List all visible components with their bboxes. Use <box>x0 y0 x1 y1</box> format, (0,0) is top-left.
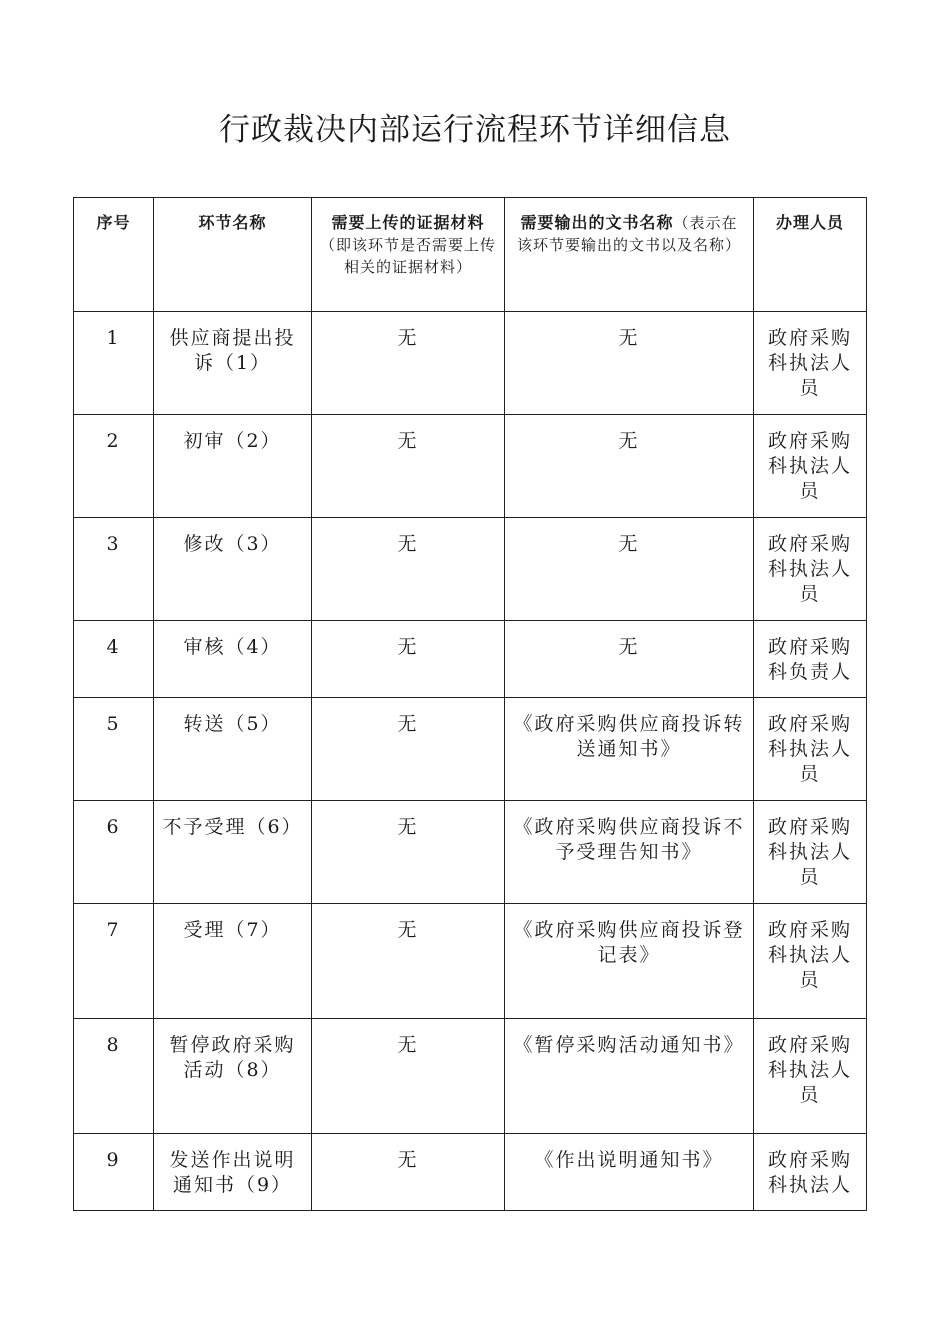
cell-document: 无 <box>505 518 754 621</box>
cell-evidence: 无 <box>312 801 505 904</box>
cell-handler: 政府采购科执法人员 <box>754 518 867 621</box>
cell-evidence: 无 <box>312 312 505 415</box>
cell-document: 《政府采购供应商投诉转送通知书》 <box>505 698 754 801</box>
cell-handler: 政府采购科执法人员 <box>754 698 867 801</box>
cell-step: 初审（2） <box>154 415 312 518</box>
cell-step: 修改（3） <box>154 518 312 621</box>
cell-document: 无 <box>505 415 754 518</box>
cell-seq: 5 <box>74 698 154 801</box>
table-row <box>74 518 867 621</box>
cell-handler: 政府采购科执法人员 <box>754 415 867 518</box>
cell-evidence: 无 <box>312 1134 505 1211</box>
cell-handler: 政府采购科执法人 <box>754 1134 867 1211</box>
cell-step: 不予受理（6） <box>154 801 312 904</box>
cell-handler: 政府采购科负责人 <box>754 621 867 698</box>
table-row <box>74 415 867 518</box>
cell-step: 供应商提出投诉（1） <box>154 312 312 415</box>
table-row <box>74 1134 867 1211</box>
cell-handler: 政府采购科执法人员 <box>754 904 867 1019</box>
header-evidence-note: （即该环节是否需要上传相关的证据材料） <box>320 236 497 276</box>
cell-document: 《暂停采购活动通知书》 <box>505 1019 754 1134</box>
table-row <box>74 698 867 801</box>
table-row <box>74 1019 867 1134</box>
cell-evidence: 无 <box>312 415 505 518</box>
table-row <box>74 621 867 698</box>
cell-seq: 4 <box>74 621 154 698</box>
cell-handler: 政府采购科执法人员 <box>754 312 867 415</box>
cell-document: 《作出说明通知书》 <box>505 1134 754 1211</box>
header-step-name: 环节名称 <box>154 198 312 312</box>
cell-step: 转送（5） <box>154 698 312 801</box>
cell-document: 无 <box>505 621 754 698</box>
table-row <box>74 312 867 415</box>
header-document-note: （表示在该环节要输出的文书以及名称） <box>516 214 741 254</box>
cell-seq: 1 <box>74 312 154 415</box>
cell-step: 发送作出说明通知书（9） <box>154 1134 312 1211</box>
table-row <box>74 904 867 1019</box>
cell-seq: 6 <box>74 801 154 904</box>
cell-evidence: 无 <box>312 621 505 698</box>
cell-seq: 7 <box>74 904 154 1019</box>
cell-step: 审核（4） <box>154 621 312 698</box>
cell-document: 《政府采购供应商投诉不予受理告知书》 <box>505 801 754 904</box>
cell-evidence: 无 <box>312 1019 505 1134</box>
header-seq: 序号 <box>74 198 154 312</box>
cell-seq: 9 <box>74 1134 154 1211</box>
cell-seq: 2 <box>74 415 154 518</box>
cell-handler: 政府采购科执法人员 <box>754 801 867 904</box>
header-document-title: 需要输出的文书名称 <box>520 213 674 232</box>
header-handler: 办理人员 <box>754 198 867 312</box>
table-row <box>74 801 867 904</box>
cell-step: 受理（7） <box>154 904 312 1019</box>
cell-evidence: 无 <box>312 518 505 621</box>
cell-document: 《政府采购供应商投诉登记表》 <box>505 904 754 1019</box>
cell-seq: 8 <box>74 1019 154 1134</box>
cell-evidence: 无 <box>312 904 505 1019</box>
cell-step: 暂停政府采购活动（8） <box>154 1019 312 1134</box>
cell-evidence: 无 <box>312 698 505 801</box>
cell-seq: 3 <box>74 518 154 621</box>
table-header-row <box>74 198 867 312</box>
cell-handler: 政府采购科执法人员 <box>754 1019 867 1134</box>
cell-document: 无 <box>505 312 754 415</box>
header-document <box>505 198 754 312</box>
header-evidence <box>312 198 505 312</box>
header-evidence-title: 需要上传的证据材料 <box>331 213 485 232</box>
page-title: 行政裁决内部运行流程环节详细信息 <box>219 112 731 148</box>
process-table <box>73 197 867 1211</box>
